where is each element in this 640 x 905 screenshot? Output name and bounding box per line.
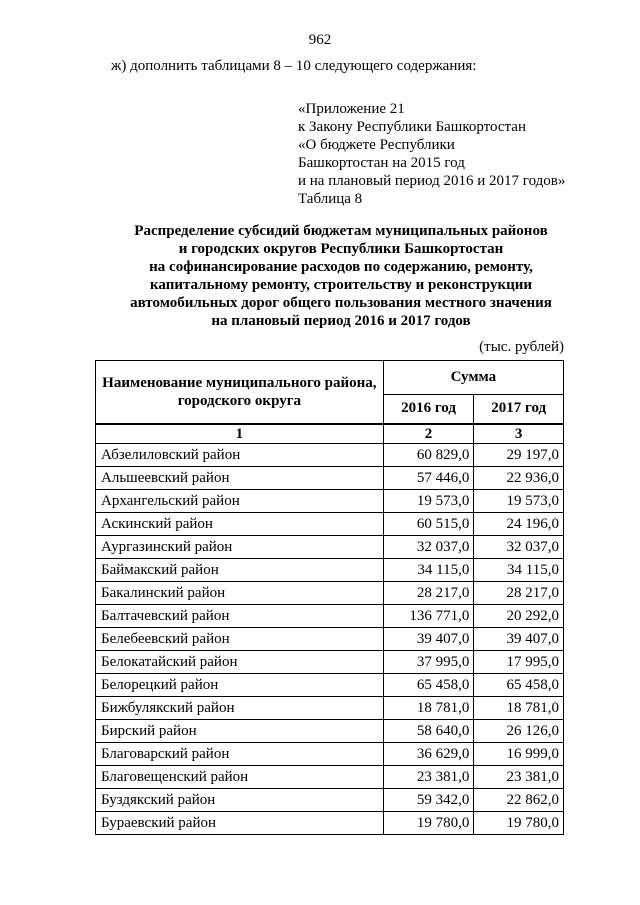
appendix-block xyxy=(298,100,565,208)
table-row xyxy=(96,536,564,559)
value-2017: 32 037,0 xyxy=(474,536,564,559)
column-number: 2 xyxy=(383,424,474,444)
units-label: (тыс. рублей) xyxy=(479,339,564,355)
intro-text: ж) дополнить таблицами 8 – 10 следующего содержания: xyxy=(111,58,477,74)
value-2017: 17 995,0 xyxy=(474,651,564,674)
value-2017: 22 862,0 xyxy=(474,789,564,812)
table-row xyxy=(96,605,564,628)
district-name: Альшеевский район xyxy=(96,467,384,490)
header-name-line: городского округа xyxy=(177,393,302,409)
district-name: Аургазинский район xyxy=(96,536,384,559)
table-row xyxy=(96,743,564,766)
value-2017: 20 292,0 xyxy=(474,605,564,628)
district-name: Буздякский район xyxy=(96,789,384,812)
title-line: Распределение субсидий бюджетам муниципальных районов xyxy=(134,223,548,239)
district-name: Белорецкий район xyxy=(96,674,384,697)
district-name: Архангельский район xyxy=(96,490,384,513)
value-2017: 26 126,0 xyxy=(474,720,564,743)
value-2016: 58 640,0 xyxy=(383,720,474,743)
table-row xyxy=(96,812,564,835)
district-name: Бирский район xyxy=(96,720,384,743)
value-2016: 59 342,0 xyxy=(383,789,474,812)
value-2017: 18 781,0 xyxy=(474,697,564,720)
value-2017: 65 458,0 xyxy=(474,674,564,697)
header-name xyxy=(96,361,384,425)
value-2016: 36 629,0 xyxy=(383,743,474,766)
district-name: Бижбулякский район xyxy=(96,697,384,720)
subsidy-table xyxy=(95,360,564,835)
table-row xyxy=(96,766,564,789)
header-2017: 2017 год xyxy=(474,394,564,424)
value-2016: 19 780,0 xyxy=(383,812,474,835)
table-row xyxy=(96,628,564,651)
table-row xyxy=(96,490,564,513)
district-name: Абзелиловский район xyxy=(96,444,384,467)
value-2017: 24 196,0 xyxy=(474,513,564,536)
district-name: Аскинский район xyxy=(96,513,384,536)
value-2016: 18 781,0 xyxy=(383,697,474,720)
table-row xyxy=(96,444,564,467)
table-row xyxy=(96,559,564,582)
value-2017: 23 381,0 xyxy=(474,766,564,789)
value-2016: 136 771,0 xyxy=(383,605,474,628)
table-row xyxy=(96,467,564,490)
table-row xyxy=(96,789,564,812)
value-2016: 28 217,0 xyxy=(383,582,474,605)
district-name: Благовещенский район xyxy=(96,766,384,789)
value-2017: 19 780,0 xyxy=(474,812,564,835)
header-2016: 2016 год xyxy=(383,394,474,424)
district-name: Благоварский район xyxy=(96,743,384,766)
appendix-line: к Закону Республики Башкортостан xyxy=(298,119,526,135)
value-2017: 16 999,0 xyxy=(474,743,564,766)
district-name: Белебеевский район xyxy=(96,628,384,651)
table-row xyxy=(96,513,564,536)
value-2016: 34 115,0 xyxy=(383,559,474,582)
district-name: Бураевский район xyxy=(96,812,384,835)
document-title xyxy=(70,222,612,330)
table-row xyxy=(96,720,564,743)
header-name-line: Наименование муниципального района, xyxy=(102,375,377,391)
title-line: на софинансирование расходов по содержанию, ремонту, xyxy=(149,259,533,275)
value-2016: 60 515,0 xyxy=(383,513,474,536)
value-2016: 60 829,0 xyxy=(383,444,474,467)
table-row xyxy=(96,674,564,697)
title-line: автомобильных дорог общего пользования местного значения xyxy=(130,295,552,311)
column-number: 1 xyxy=(96,424,384,444)
value-2017: 28 217,0 xyxy=(474,582,564,605)
header-sum: Сумма xyxy=(383,361,563,395)
table-row xyxy=(96,697,564,720)
table-label: Таблица 8 xyxy=(298,191,363,207)
district-name: Балтачевский район xyxy=(96,605,384,628)
page-number: 962 xyxy=(308,32,332,48)
value-2017: 34 115,0 xyxy=(474,559,564,582)
table-row xyxy=(96,582,564,605)
value-2016: 37 995,0 xyxy=(383,651,474,674)
district-name: Бакалинский район xyxy=(96,582,384,605)
appendix-line: и на плановый период 2016 и 2017 годов» xyxy=(298,173,566,189)
title-line: и городских округов Республики Башкортостан xyxy=(178,241,504,257)
appendix-line: «Приложение 21 xyxy=(298,101,405,117)
title-line: капитальному ремонту, строительству и реконструкции xyxy=(149,277,533,293)
value-2016: 23 381,0 xyxy=(383,766,474,789)
value-2017: 29 197,0 xyxy=(474,444,564,467)
column-number: 3 xyxy=(474,424,564,444)
title-line: на плановый период 2016 и 2017 годов xyxy=(211,313,471,329)
appendix-line: «О бюджете Республики xyxy=(298,137,455,153)
value-2017: 19 573,0 xyxy=(474,490,564,513)
column-number-row xyxy=(96,424,564,444)
value-2017: 39 407,0 xyxy=(474,628,564,651)
value-2016: 57 446,0 xyxy=(383,467,474,490)
value-2016: 39 407,0 xyxy=(383,628,474,651)
district-name: Белокатайский район xyxy=(96,651,384,674)
value-2016: 65 458,0 xyxy=(383,674,474,697)
value-2016: 19 573,0 xyxy=(383,490,474,513)
district-name: Баймакский район xyxy=(96,559,384,582)
value-2016: 32 037,0 xyxy=(383,536,474,559)
table-row xyxy=(96,651,564,674)
appendix-line: Башкортостан на 2015 год xyxy=(298,155,465,171)
value-2017: 22 936,0 xyxy=(474,467,564,490)
